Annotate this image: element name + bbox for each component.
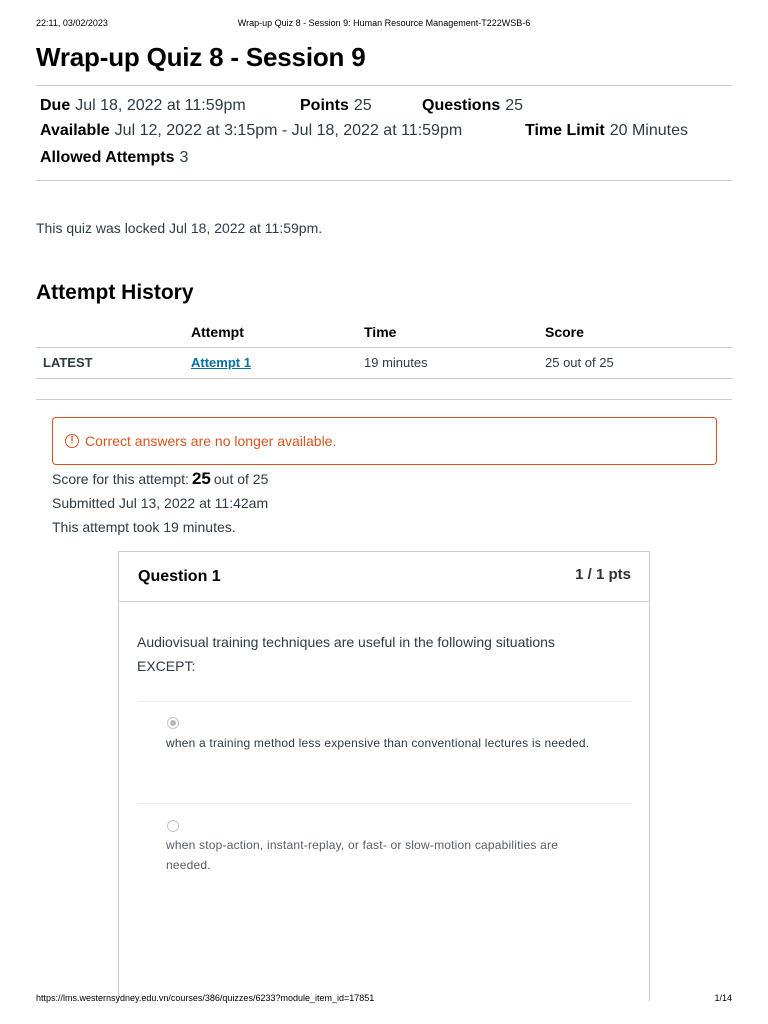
available-row [40,121,462,141]
answer-text: when stop-action, instant-replay, or fast- or slow-motion capabilities are needed. [166,838,559,872]
exclamation-circle-icon: ! [65,434,79,448]
questions-label: Questions [422,97,501,114]
attempt-score-line [52,468,268,492]
due-value: Jul 18, 2022 at 11:59pm [75,97,246,114]
answer-radio-selected[interactable] [167,717,179,729]
answer-option [138,701,632,803]
print-document-title: Wrap-up Quiz 8 - Session 9: Human Resource Management-T222WSB-6 [237,18,531,28]
print-page-number: 1/14 [714,993,732,1003]
questions-value: 25 [505,97,524,114]
table-row [36,348,733,379]
latest-label: LATEST [43,355,93,370]
attempt-history-title: Attempt History [36,281,194,304]
time-limit-row [525,121,688,141]
answer-option [138,803,632,913]
table-header-row [36,318,733,348]
column-header-attempt: Attempt [191,324,244,340]
due-label: Due [40,97,71,114]
column-header-score: Score [545,324,584,340]
points-label: Points [300,97,349,114]
attempts-value: 3 [179,149,189,166]
question-text: Audiovisual training techniques are useful in the following situations EXCEPT: [137,634,555,674]
available-label: Available [40,122,110,139]
alert-text: Correct answers are no longer available. [85,433,337,449]
question-points: 1 / 1 pts [575,566,631,583]
score-value: 25 [191,469,211,488]
time-limit-value: 20 Minutes [609,122,688,139]
print-url: https://lms.westernsydney.edu.vn/courses/386/quizzes/6233?module_item_id=17851 [36,993,375,1003]
attempt-info [52,468,268,540]
correct-answers-alert [52,417,717,465]
attempt-history-table [36,318,733,379]
answer-text: when a training method less expensive than conventional lectures is needed. [166,736,590,750]
page-title: Wrap-up Quiz 8 - Session 9 [36,42,366,72]
locked-message: This quiz was locked Jul 18, 2022 at 11:59pm. [36,220,323,236]
available-value: Jul 12, 2022 at 3:15pm - Jul 18, 2022 at 11:59pm [114,122,463,139]
score-prefix: Score for this attempt: [52,471,189,487]
points-value: 25 [353,97,372,114]
column-header-time: Time [364,324,397,340]
duration-line: This attempt took 19 minutes. [52,519,236,535]
details-divider [36,180,732,181]
attempts-label: Allowed Attempts [40,149,175,166]
question-card [118,551,650,1001]
attempt-1-link[interactable]: Attempt 1 [191,355,251,370]
attempts-row [40,148,188,168]
score-suffix: out of 25 [213,471,269,487]
question-name: Question 1 [138,568,221,585]
print-header [36,18,732,32]
time-limit-label: Time Limit [525,122,605,139]
question-header [119,552,649,602]
attempt-time: 19 minutes [364,355,428,370]
due-row [40,96,246,116]
print-timestamp: 22:11, 03/02/2023 [36,18,108,28]
points-row [300,96,372,116]
questions-row [422,96,523,116]
attempt-score: 25 out of 25 [545,355,614,370]
section-divider [36,399,732,400]
title-divider [36,85,732,86]
print-footer [36,993,732,1007]
answer-radio[interactable] [167,820,179,832]
submitted-line: Submitted Jul 13, 2022 at 11:42am [52,495,269,511]
